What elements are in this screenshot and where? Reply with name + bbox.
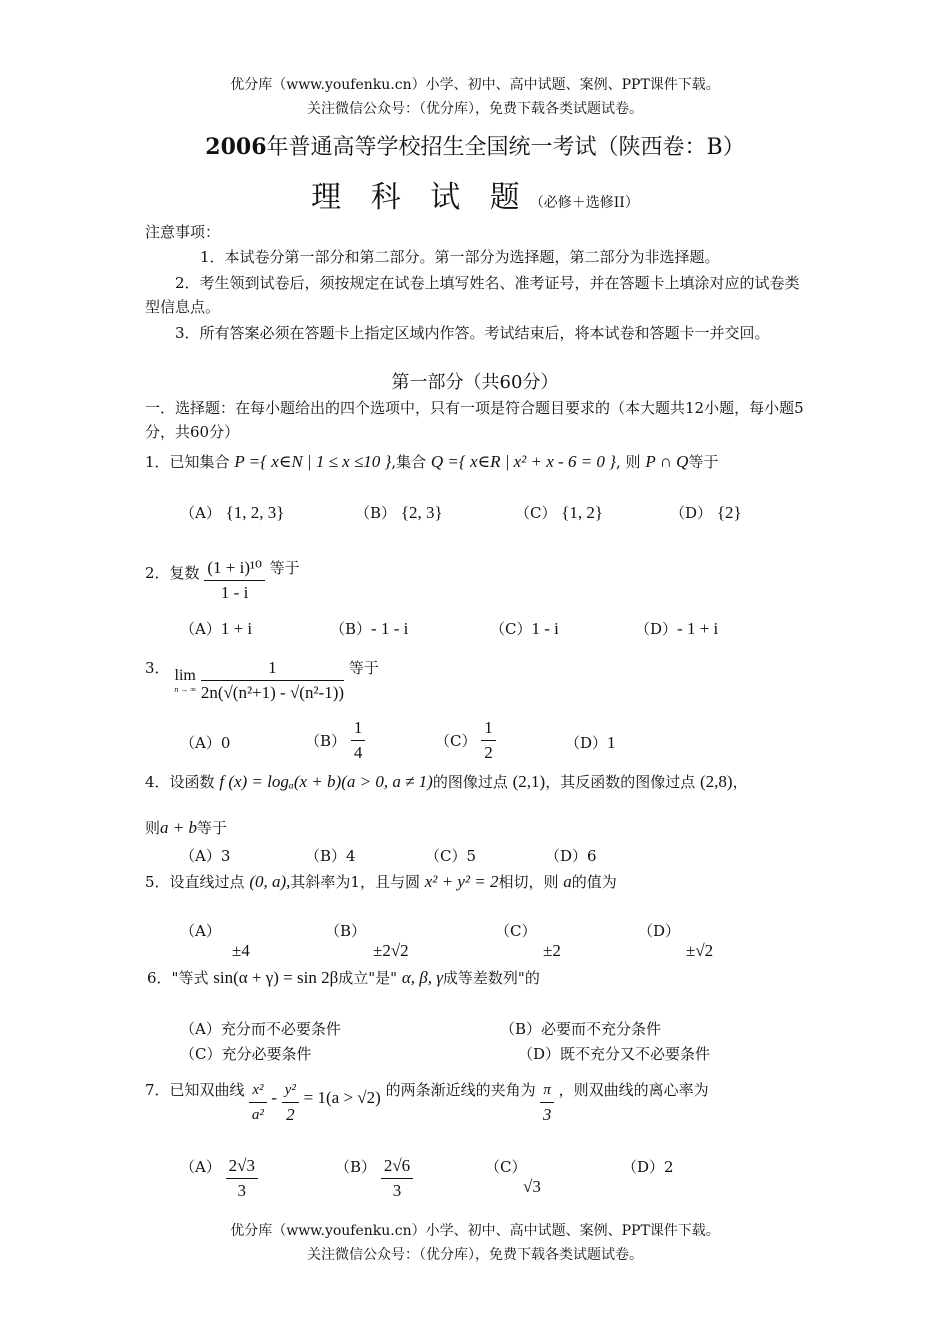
q7-frac-x (249, 1080, 266, 1125)
q3-lim: lim (174, 667, 196, 684)
q3-option-b-frac (351, 718, 366, 763)
q2-option-c (490, 618, 559, 639)
header-line-1: 优分库（www.youfenku.cn）小学、初中、高中试题、案例、PPT课件下载。 (230, 77, 720, 93)
q6-option-d: （D）既不充分又不必要条件 (518, 1045, 711, 1063)
q7-option-b-label: （B） (335, 1158, 377, 1176)
note-1: 1．本试卷分第一部分和第二部分。第一部分为选择题，第二部分为非选择题。 (200, 248, 720, 266)
q2-option-a-value: 1 + i (220, 619, 253, 638)
q1-set-q: Q ={ x∈R | x² + x - 6 = 0 } (430, 452, 616, 471)
q1-option-a-value: {1, 2, 3} (225, 503, 285, 522)
note-3: 3．所有答案必须在答题卡上指定区域内作答。考试结束后，将本试卷和答题卡一并交回。 (175, 324, 770, 342)
q7-option-c-label: （C） (485, 1158, 527, 1176)
q7-y2: y² (282, 1080, 299, 1103)
q2-option-b-value: - 1 - i (371, 619, 409, 638)
q5-option-a-value: ±4 (232, 941, 250, 960)
q4-point-1: (2,1) (512, 772, 546, 791)
q1-option-d-label: （D） (670, 504, 713, 522)
q2-fraction (204, 558, 265, 603)
q7-option-b (335, 1156, 413, 1201)
q4-point-2: (2,8) (700, 772, 733, 791)
q5-option-c (495, 920, 561, 961)
q4-text-4: ， (732, 773, 748, 791)
question-6 (147, 968, 540, 988)
q6-option-c: （C）充分必要条件 (180, 1045, 312, 1063)
q3-option-d-value: 1 (607, 733, 616, 752)
q1-option-b-value: {2, 3} (400, 503, 443, 522)
q7-option-c-value: √3 (523, 1177, 541, 1196)
question-2 (145, 558, 300, 603)
q1-number: 1． (145, 453, 170, 471)
q3-option-d-label: （D） (565, 734, 608, 752)
q7-text-2: 的两条渐近线的夹角为 (385, 1081, 536, 1099)
q5-text-4: 的值为 (571, 873, 617, 891)
q4-option-d: （D）6 (545, 847, 597, 865)
q7-frac-y (282, 1080, 299, 1125)
q5-option-d (638, 920, 713, 961)
q5-number: 5． (145, 873, 170, 891)
q2-option-d-label: （D） (635, 620, 678, 638)
q7-three: 3 (542, 1105, 552, 1124)
q3-option-c (435, 718, 496, 763)
q5-text-1: 设直线过点 (169, 873, 245, 891)
q3-option-a: （A）0 (180, 734, 231, 752)
q3-option-b (305, 718, 365, 763)
q3-option-b-num: 1 (351, 718, 366, 741)
q3-fraction (201, 658, 344, 703)
q7-angle (540, 1080, 554, 1125)
q1-text-1: 已知集合 (169, 453, 230, 471)
q5-text-2: 其斜率为1，且与圆 (290, 873, 420, 891)
q7-a2: a² (251, 1107, 264, 1123)
q7-pi: π (540, 1080, 554, 1103)
q2-option-a (180, 618, 252, 639)
q1-option-c-label: （C） (515, 504, 557, 522)
q7-option-a (180, 1156, 258, 1201)
footer-line-1: 优分库（www.youfenku.cn）小学、初中、高中试题、案例、PPT课件下载。 (230, 1223, 720, 1239)
subject-name: 理 科 试 题 (311, 180, 530, 215)
q2-number: 2． (145, 564, 170, 582)
note-2: 2．考生领到试卷后，须按规定在试卷上填写姓名、准考证号，并在答题卡上填涂对应的试卷类型信息点。 (145, 274, 800, 316)
question-4 (145, 772, 748, 792)
q6-equation: sin(α + γ) = sin 2β (213, 968, 339, 987)
q3-option-c-frac (481, 718, 496, 763)
q2-denominator: 1 - i (220, 583, 249, 602)
part1-heading: 第一部分（共60分） (391, 372, 559, 393)
q1-option-c (515, 502, 603, 523)
q1-option-a (180, 502, 284, 523)
q6-text-2: 成立"是" (338, 969, 398, 987)
subject-note: （必修＋选修II） (529, 195, 639, 211)
q7-option-a-den: 3 (237, 1181, 247, 1200)
q2-option-c-label: （C） (490, 620, 532, 638)
q7-text-3: ，则双曲线的离心率为 (558, 1081, 709, 1099)
q1-option-b (355, 502, 443, 523)
q6-text-3: 成等差数列"的 (442, 969, 540, 987)
q2-option-b (330, 618, 408, 639)
q5-point: (0, a), (249, 872, 291, 891)
q4-sum: a + b (160, 818, 197, 837)
q4-option-a: （A）3 (180, 847, 231, 865)
q3-option-c-num: 1 (481, 718, 496, 741)
q5-option-a (180, 920, 250, 961)
q7-two: 2 (286, 1105, 295, 1124)
question-5 (145, 872, 617, 892)
q5-a: a (563, 872, 572, 891)
q7-minus: - (271, 1088, 277, 1107)
q3-denominator: 2n(√(n²+1) - √(n²-1)) (200, 683, 345, 702)
q7-equation-rest: = 1(a > √2) (303, 1088, 381, 1107)
q7-option-b-num: 2√6 (381, 1156, 413, 1179)
q3-number: 3． (145, 659, 170, 677)
q4-text-1: 设函数 (169, 773, 215, 791)
q3-limit (174, 666, 196, 694)
q7-number: 7． (145, 1081, 170, 1099)
q2-option-b-label: （B） (330, 620, 372, 638)
q5-text-3: 相切，则 (498, 873, 559, 891)
question-4-line-2 (145, 818, 227, 838)
q3-option-d (565, 732, 616, 753)
q7-x2: x² (249, 1080, 266, 1103)
q1-text-4: 等于 (688, 453, 719, 471)
q1-text-3: , 则 (615, 453, 641, 471)
q5-option-a-label: （A） (180, 922, 221, 940)
q6-text-1: "等式 (171, 969, 209, 987)
exam-year: 2006 (205, 134, 267, 160)
q7-text-1: 已知双曲线 (169, 1081, 245, 1099)
q3-option-c-den: 2 (484, 743, 493, 762)
q2-numerator: (1 + i)¹⁰ (204, 558, 265, 581)
q3-option-c-label: （C） (435, 732, 477, 750)
q6-option-a: （A）充分而不必要条件 (180, 1020, 341, 1038)
q7-option-b-frac (381, 1156, 413, 1201)
q7-option-d: （D）2 (622, 1158, 674, 1176)
q7-option-c (485, 1156, 541, 1197)
q5-circle: x² + y² = 2 (424, 872, 499, 891)
q2-text-2: 等于 (269, 559, 300, 577)
q2-option-a-label: （A） (180, 620, 221, 638)
notes-heading: 注意事项： (145, 223, 221, 241)
q2-text-1: 复数 (169, 564, 200, 582)
q1-intersection: P ∩ Q (645, 452, 689, 471)
q7-option-a-frac (226, 1156, 258, 1201)
q3-text-1: 等于 (348, 659, 379, 677)
exam-title (0, 130, 950, 161)
q7-option-a-num: 2√3 (226, 1156, 258, 1179)
q5-option-b (325, 920, 409, 961)
q1-option-c-value: {1, 2} (561, 503, 604, 522)
q1-option-a-label: （A） (180, 504, 221, 522)
exam-title-text: 年普通高等学校招生全国统一考试（陕西卷：B） (266, 135, 745, 160)
q7-option-b-den: 3 (392, 1181, 402, 1200)
q5-option-b-value: ±2√2 (373, 941, 409, 960)
q1-set-p: P ={ x∈N | 1 ≤ x ≤10 } (234, 452, 392, 471)
q4-option-b: （B）4 (305, 847, 356, 865)
q4-text-5: 则 (145, 819, 161, 837)
part1-instruction: 一．选择题：在每小题给出的四个选项中，只有一项是符合题目要求的（本大题共12小题，每小题5分，共60分） (145, 399, 804, 441)
question-7 (145, 1080, 709, 1125)
header-line-2: 关注微信公众号：（优分库），免费下载各类试题试卷。 (307, 101, 643, 117)
q4-number: 4． (145, 773, 170, 791)
q6-option-b: （B）必要而不充分条件 (500, 1020, 662, 1038)
q3-option-b-den: 4 (353, 743, 363, 762)
q1-option-d-value: {2} (716, 503, 742, 522)
q7-option-a-label: （A） (180, 1158, 221, 1176)
q5-option-d-value: ±√2 (686, 941, 714, 960)
q2-option-c-value: 1 - i (531, 619, 559, 638)
q1-option-d (670, 502, 742, 523)
q5-option-b-label: （B） (325, 922, 367, 940)
q6-variables: α, β, γ (401, 968, 443, 987)
question-1 (145, 452, 718, 472)
q2-option-d-value: - 1 + i (677, 619, 719, 638)
q1-option-b-label: （B） (355, 504, 397, 522)
q4-text-6: 等于 (197, 819, 228, 837)
q1-text-2: ,集合 (391, 453, 427, 471)
q2-option-d (635, 618, 718, 639)
q5-option-d-label: （D） (638, 922, 681, 940)
q4-option-c: （C）5 (425, 847, 477, 865)
q3-option-b-label: （B） (305, 732, 347, 750)
q5-option-c-label: （C） (495, 922, 537, 940)
q6-number: 6． (147, 969, 172, 987)
q4-text-3: ，其反函数的图像过点 (545, 773, 696, 791)
q4-function: f (x) = logₐ(x + b)(a > 0, a ≠ 1) (219, 772, 433, 791)
subject-title (0, 172, 950, 216)
question-3 (145, 658, 379, 703)
q3-numerator: 1 (201, 658, 344, 681)
q3-lim-sub: n → ∞ (174, 685, 197, 694)
q4-text-2: 的图像过点 (432, 773, 508, 791)
q5-option-c-value: ±2 (543, 941, 561, 960)
footer-line-2: 关注微信公众号：（优分库），免费下载各类试题试卷。 (307, 1247, 643, 1263)
